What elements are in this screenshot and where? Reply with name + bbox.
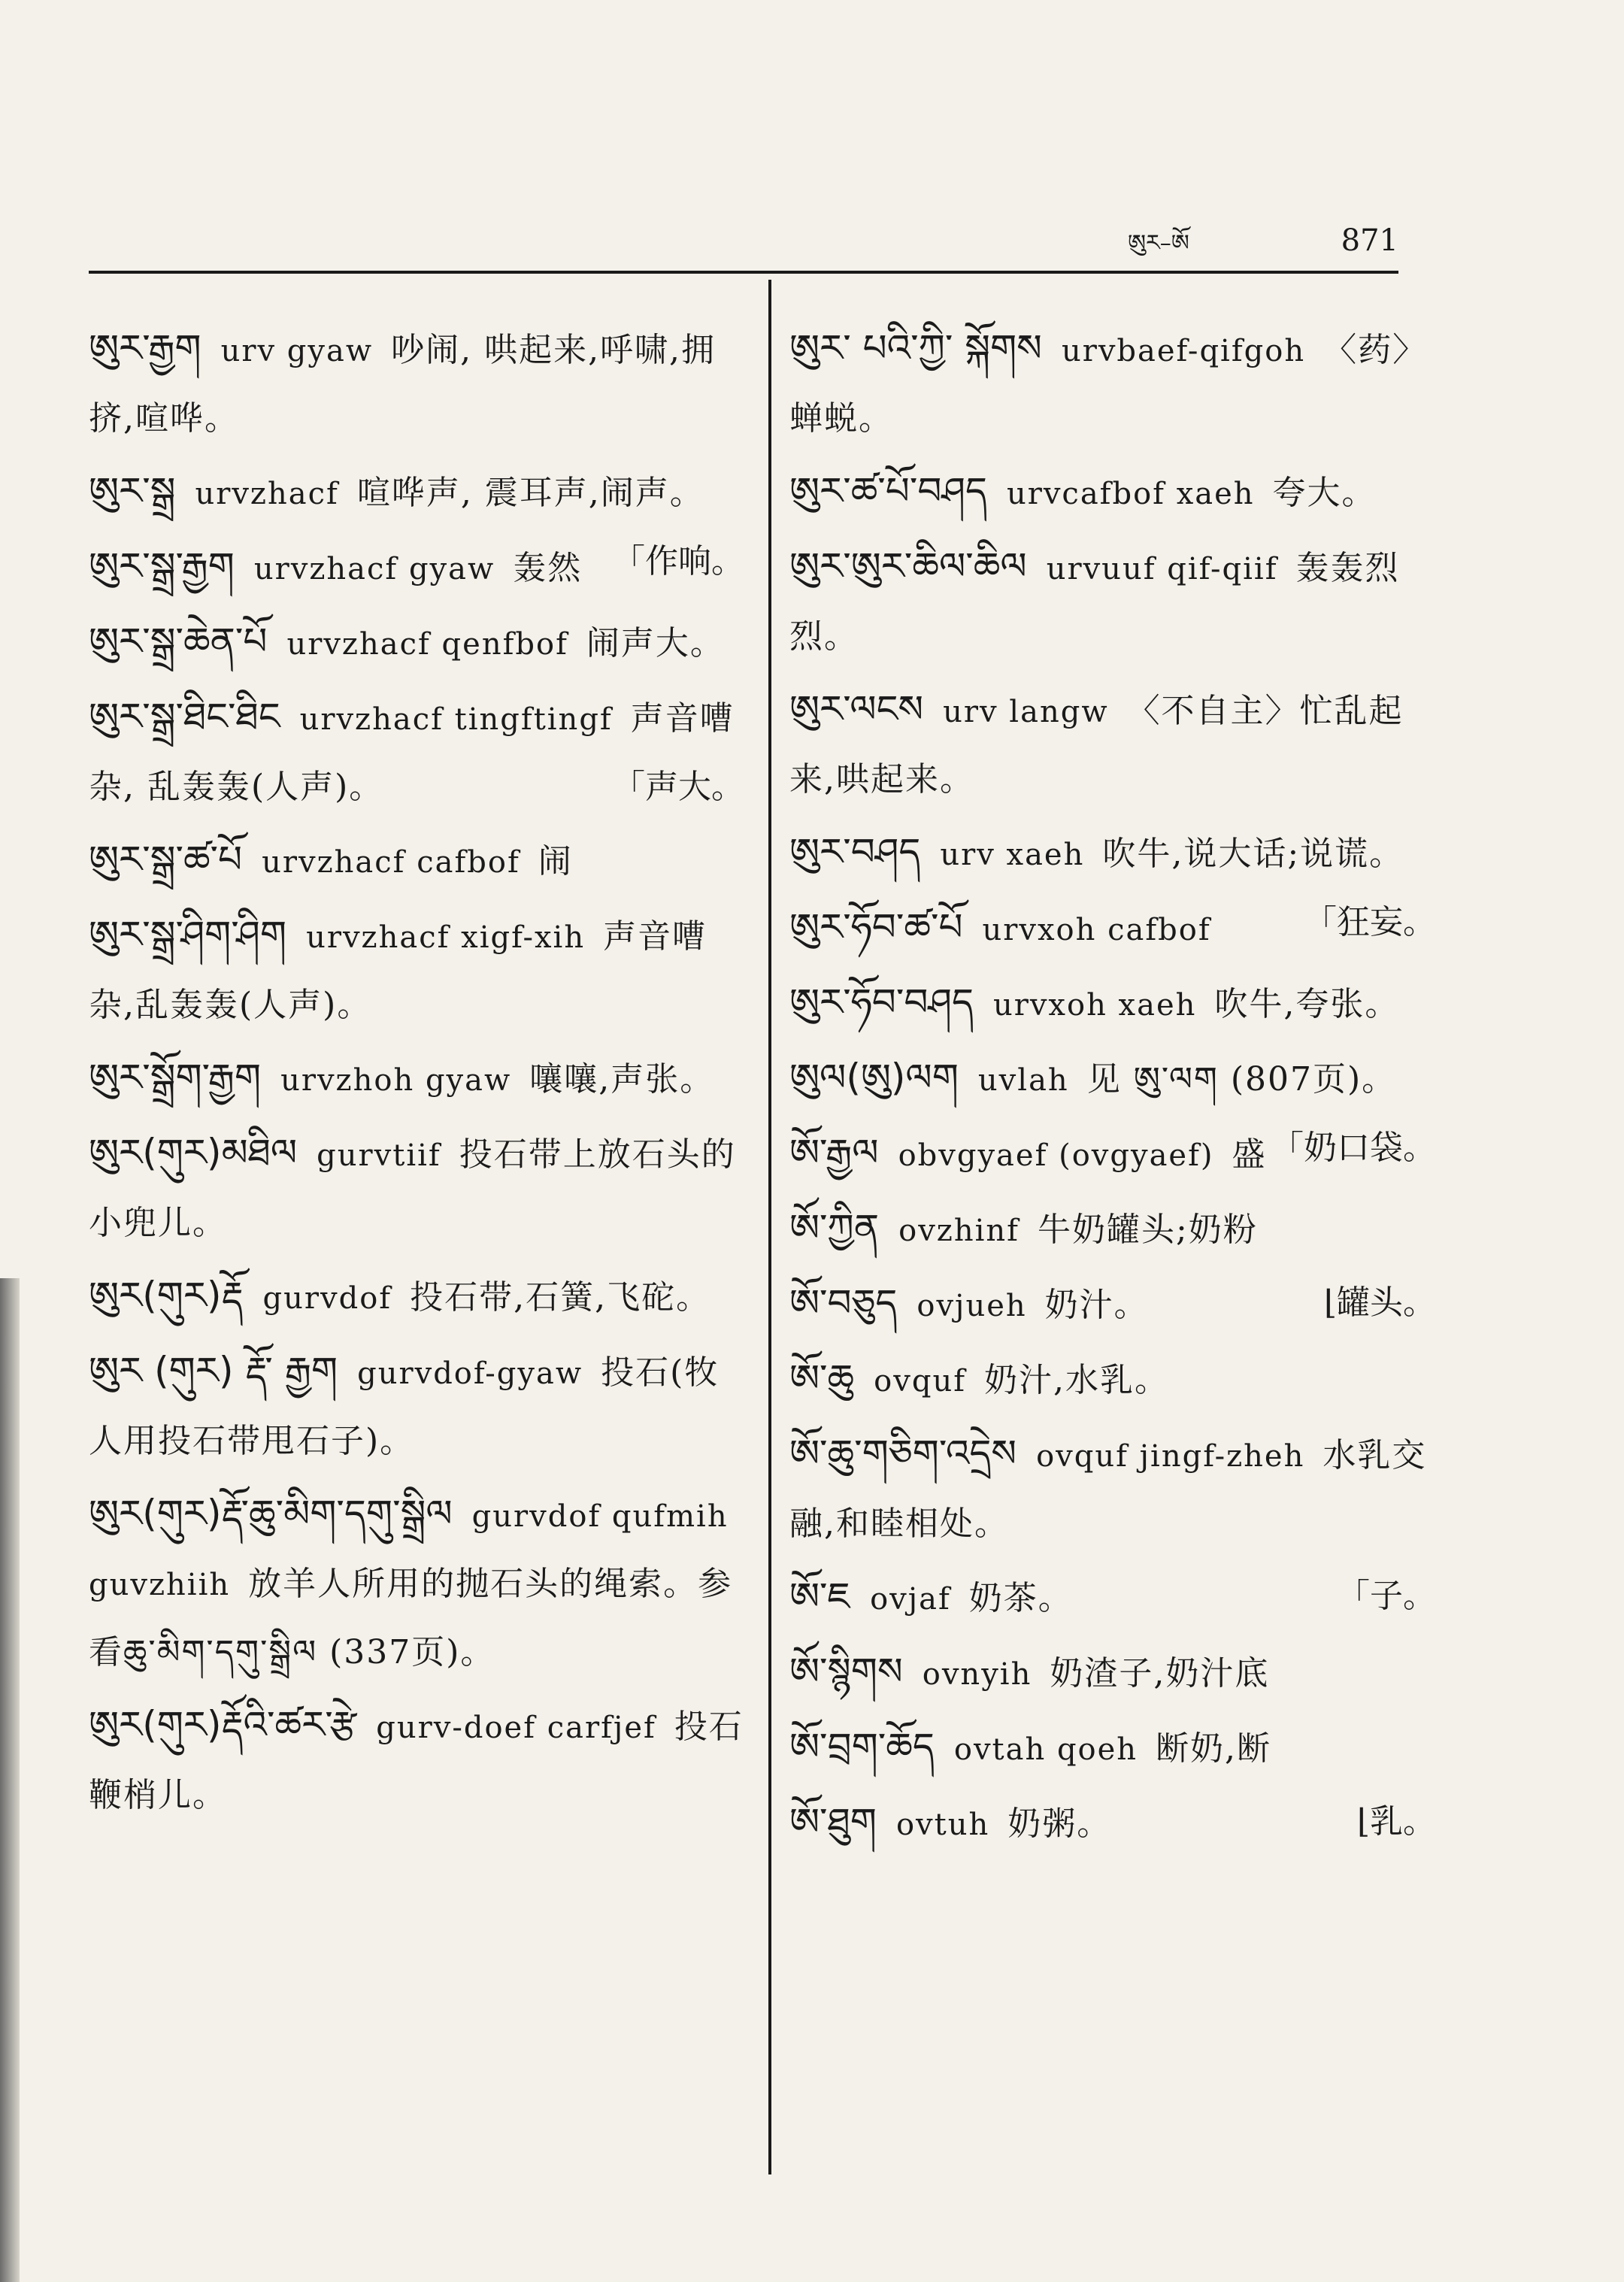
right-column (789, 314, 1436, 1863)
entry-continuation-note: 「子。 (1337, 1577, 1436, 1615)
entry-definition: 奶汁。 (1044, 1286, 1149, 1324)
entry-definition: 夸大。 (1272, 474, 1377, 512)
dictionary-entry (89, 826, 744, 896)
entry-headword: ཨུར(གུར)རྡོ་ཆུ་མིག་དགུ་སྒྲིལ (89, 1492, 453, 1535)
entry-headword: ཨུར་སྒྲ (89, 469, 176, 513)
dictionary-entry (89, 608, 744, 678)
entry-headword: ཨུར(གུར)རྡོའི་ཚར་རྩེ (89, 1703, 357, 1747)
entry-romanization: gurvdof qufmih guvzhiih (89, 1499, 729, 1602)
dictionary-entry (89, 683, 744, 821)
entry-headword: ཨོ་བྲག་ཆོད (789, 1725, 935, 1768)
entry-romanization: uvlah (977, 1063, 1069, 1098)
entry-headword: ཨུར(གུར)རྡོ (89, 1274, 244, 1317)
entry-continuation-note: 「作响。 (612, 542, 744, 580)
entry-romanization: ovquf jingf-zheh (1036, 1439, 1305, 1474)
entry-romanization: ovzhinf (898, 1214, 1020, 1248)
dictionary-entry (89, 1337, 744, 1475)
dictionary-entry (789, 1788, 1436, 1859)
entry-headword: ཨུར་ པའི་ཀྱི་ སྐོགས (789, 326, 1042, 370)
entry-definition: 放羊人所用的抛石头的绳索。参看ཆུ་མིག་དགུ་སྒྲིལ (337页)。 (89, 1565, 733, 1671)
entry-headword: ཨུར་སྒྲ་ཆེན་པོ (89, 620, 268, 663)
dictionary-entry (89, 314, 744, 453)
entry-definition: 声音嘈杂,乱轰轰(人声)。 (89, 917, 707, 1024)
entry-definition: 投石带上放石头的小兜儿。 (89, 1135, 736, 1242)
dictionary-entry (89, 1119, 744, 1257)
entry-headword: ཨུར་སྒྲ་རྒྱག (89, 544, 235, 588)
entry-headword: ཨུར་ཚ་པོ་བཤད (789, 469, 987, 513)
entry-romanization: ovjaf (870, 1582, 951, 1617)
entry-definition: 轰然 (513, 549, 583, 587)
entry-continuation-note: 「奶口袋。 (1271, 1129, 1436, 1167)
dictionary-entry (89, 1691, 744, 1829)
column-divider (768, 280, 771, 2174)
dictionary-entry (789, 968, 1436, 1039)
entry-romanization: ovjueh (917, 1289, 1027, 1323)
entry-romanization: ovnyih (922, 1657, 1032, 1692)
entry-definition: 闹 (538, 842, 573, 880)
entry-romanization: urvxoh cafbof (982, 913, 1211, 947)
header-rule (89, 271, 1398, 274)
entry-range: ཨུར–ཨོ (1128, 230, 1189, 256)
entry-headword: ཨོ་ཆུ (789, 1356, 855, 1400)
entry-romanization: obvgyaef (ovgyaef) (898, 1138, 1214, 1173)
entry-definition: 〈不自主〉忙乱起来,哄起来。 (789, 692, 1404, 799)
dictionary-entry (89, 1044, 744, 1114)
running-header (1128, 218, 1398, 263)
entry-headword: ཨུར་སྒྲ་ཚ་པོ (89, 838, 243, 881)
dictionary-entry (789, 1344, 1436, 1415)
entry-headword: ཨུལ(ཨུ)ལག (789, 1056, 959, 1099)
entry-definition: 吹牛,夸张。 (1214, 985, 1400, 1023)
entry-headword: ཨུར་ལངས (789, 687, 924, 731)
dictionary-entry (89, 901, 744, 1039)
entry-definition: 嚷嚷,声张。 (529, 1060, 715, 1099)
entry-headword: ཨུར་བཤད (789, 830, 921, 874)
entry-headword: ཨུར་ཨུར་ཆིལ་ཆིལ (789, 544, 1027, 588)
entry-headword: ཨུར(གུར)མཐིལ (89, 1131, 298, 1174)
entry-romanization: urvzhacf gyaw (253, 552, 495, 586)
entry-romanization: gurvdof (262, 1281, 392, 1316)
entry-romanization: urvbaef-qifgoh (1061, 334, 1306, 368)
entry-definition: 投石(牧人用投石带甩石子)。 (89, 1353, 720, 1460)
entry-romanization: urvzhacf (195, 477, 339, 511)
entry-romanization: ovtah qoeh (953, 1732, 1138, 1767)
entry-definition: 牛奶罐头;奶粉 (1037, 1211, 1258, 1249)
entry-romanization: urvxoh xaeh (992, 988, 1197, 1023)
entry-romanization: urvzhoh gyaw (280, 1063, 512, 1098)
page-edge-shadow (0, 1278, 20, 2282)
dictionary-entry (789, 1638, 1436, 1708)
entry-definition: 断奶,断 (1156, 1729, 1272, 1768)
entry-definition: 闹声大。 (586, 624, 725, 662)
entry-definition: 声音嘈杂, 乱轰轰(人声)。 (89, 699, 735, 806)
dictionary-entry (789, 314, 1436, 453)
entry-romanization: gurvdof-gyaw (357, 1356, 583, 1391)
entry-continuation-note: ⌊罐头。 (1323, 1283, 1436, 1322)
entry-definition: 投石鞭梢儿。 (89, 1708, 744, 1814)
entry-romanization: urvcafbof xaeh (1006, 477, 1255, 511)
entry-headword: ཨོ་རྒྱལ (789, 1131, 879, 1174)
entry-headword: ཨོ་ཀྱིན (789, 1206, 880, 1250)
entry-definition: 奶汁,水乳。 (984, 1361, 1170, 1399)
dictionary-entry (89, 1480, 744, 1686)
page-number: 871 (1341, 223, 1398, 258)
entry-definition: 喧哗声, 震耳声,闹声。 (356, 474, 704, 512)
entry-definition: 奶茶。 (968, 1579, 1073, 1617)
entry-headword: ཨུར་རྒྱག (89, 326, 201, 370)
dictionary-entry (89, 1262, 744, 1332)
entry-romanization: urvzhacf cafbof (262, 845, 520, 880)
dictionary-entry (789, 1713, 1436, 1783)
entry-romanization: ovquf (874, 1364, 967, 1399)
entry-definition: 见 ཨུ་ལག (807页)。 (1086, 1060, 1397, 1099)
entry-headword: ཨོ་ཐུག (789, 1800, 877, 1844)
entry-romanization: urv xaeh (940, 838, 1085, 872)
entry-headword: ཨུར་སྒྲ་ཐིང་ཐིང (89, 695, 280, 738)
dictionary-entry (789, 675, 1436, 814)
entry-definition: 投石带,石簧,飞砣。 (410, 1278, 711, 1317)
dictionary-entry (789, 1420, 1436, 1558)
entry-continuation-note: 「声大。 (612, 768, 744, 806)
entry-headword: ཨུར (གུར) རྡོ་ རྒྱག (89, 1349, 338, 1393)
entry-definition: 轰轰烈烈。 (789, 549, 1400, 656)
entry-headword: ཨོ་སྙིགས (789, 1650, 903, 1693)
entry-headword: ཨུར་སྒྲོག་རྒྱག (89, 1056, 262, 1099)
entry-romanization: urvzhacf tingftingf (299, 702, 613, 737)
entry-definition: 奶渣子,奶汁底 (1050, 1654, 1270, 1693)
entry-romanization: urv gyaw (220, 334, 374, 368)
entry-headword: ཨུར་ཧོབ་བཤད (789, 980, 974, 1024)
entry-definition: 盛 (1232, 1135, 1267, 1174)
dictionary-entry (789, 1562, 1436, 1633)
entry-definition: 奶粥。 (1007, 1805, 1112, 1843)
entry-romanization: urvzhacf qenfbof (286, 627, 568, 662)
entry-definition: 吹牛,说大话;说谎。 (1102, 835, 1404, 873)
entry-headword: ཨུར་སྒྲ་ཤིག་ཤིག (89, 913, 287, 956)
entry-romanization: urvuuf qif-qiif (1046, 552, 1278, 586)
entry-definition: 吵闹, 哄起来,呼啸,拥挤,喧哗。 (89, 331, 717, 438)
entry-continuation-note: ⌊乳。 (1356, 1802, 1436, 1841)
entry-headword: ཨོ་བཅུད (789, 1281, 898, 1325)
dictionary-entry (789, 1194, 1436, 1265)
entry-romanization: gurvtiif (317, 1138, 441, 1173)
dictionary-entry (789, 1269, 1436, 1340)
entry-headword: ཨུར་ཧོབ་ཚ་པོ (789, 905, 963, 949)
dictionary-entry (789, 457, 1436, 528)
entry-definition: 〈药〉蝉蜕。 (789, 331, 1428, 438)
entry-romanization: ovtuh (895, 1808, 990, 1842)
entry-definition: 水乳交融,和睦相处。 (789, 1436, 1427, 1543)
entry-romanization: gurv-doef carfjef (376, 1711, 656, 1745)
entry-headword: ཨོ་ཆུ་གཅིག་འདྲེས (789, 1432, 1017, 1475)
entry-romanization: urvzhacf xigf-xih (306, 920, 586, 955)
entry-headword: ཨོ་ཇ (789, 1574, 851, 1618)
entry-continuation-note: 「狂妄。 (1304, 903, 1436, 941)
dictionary-entry (789, 532, 1436, 671)
left-column (89, 314, 744, 1834)
entry-romanization: urv langw (943, 695, 1109, 729)
